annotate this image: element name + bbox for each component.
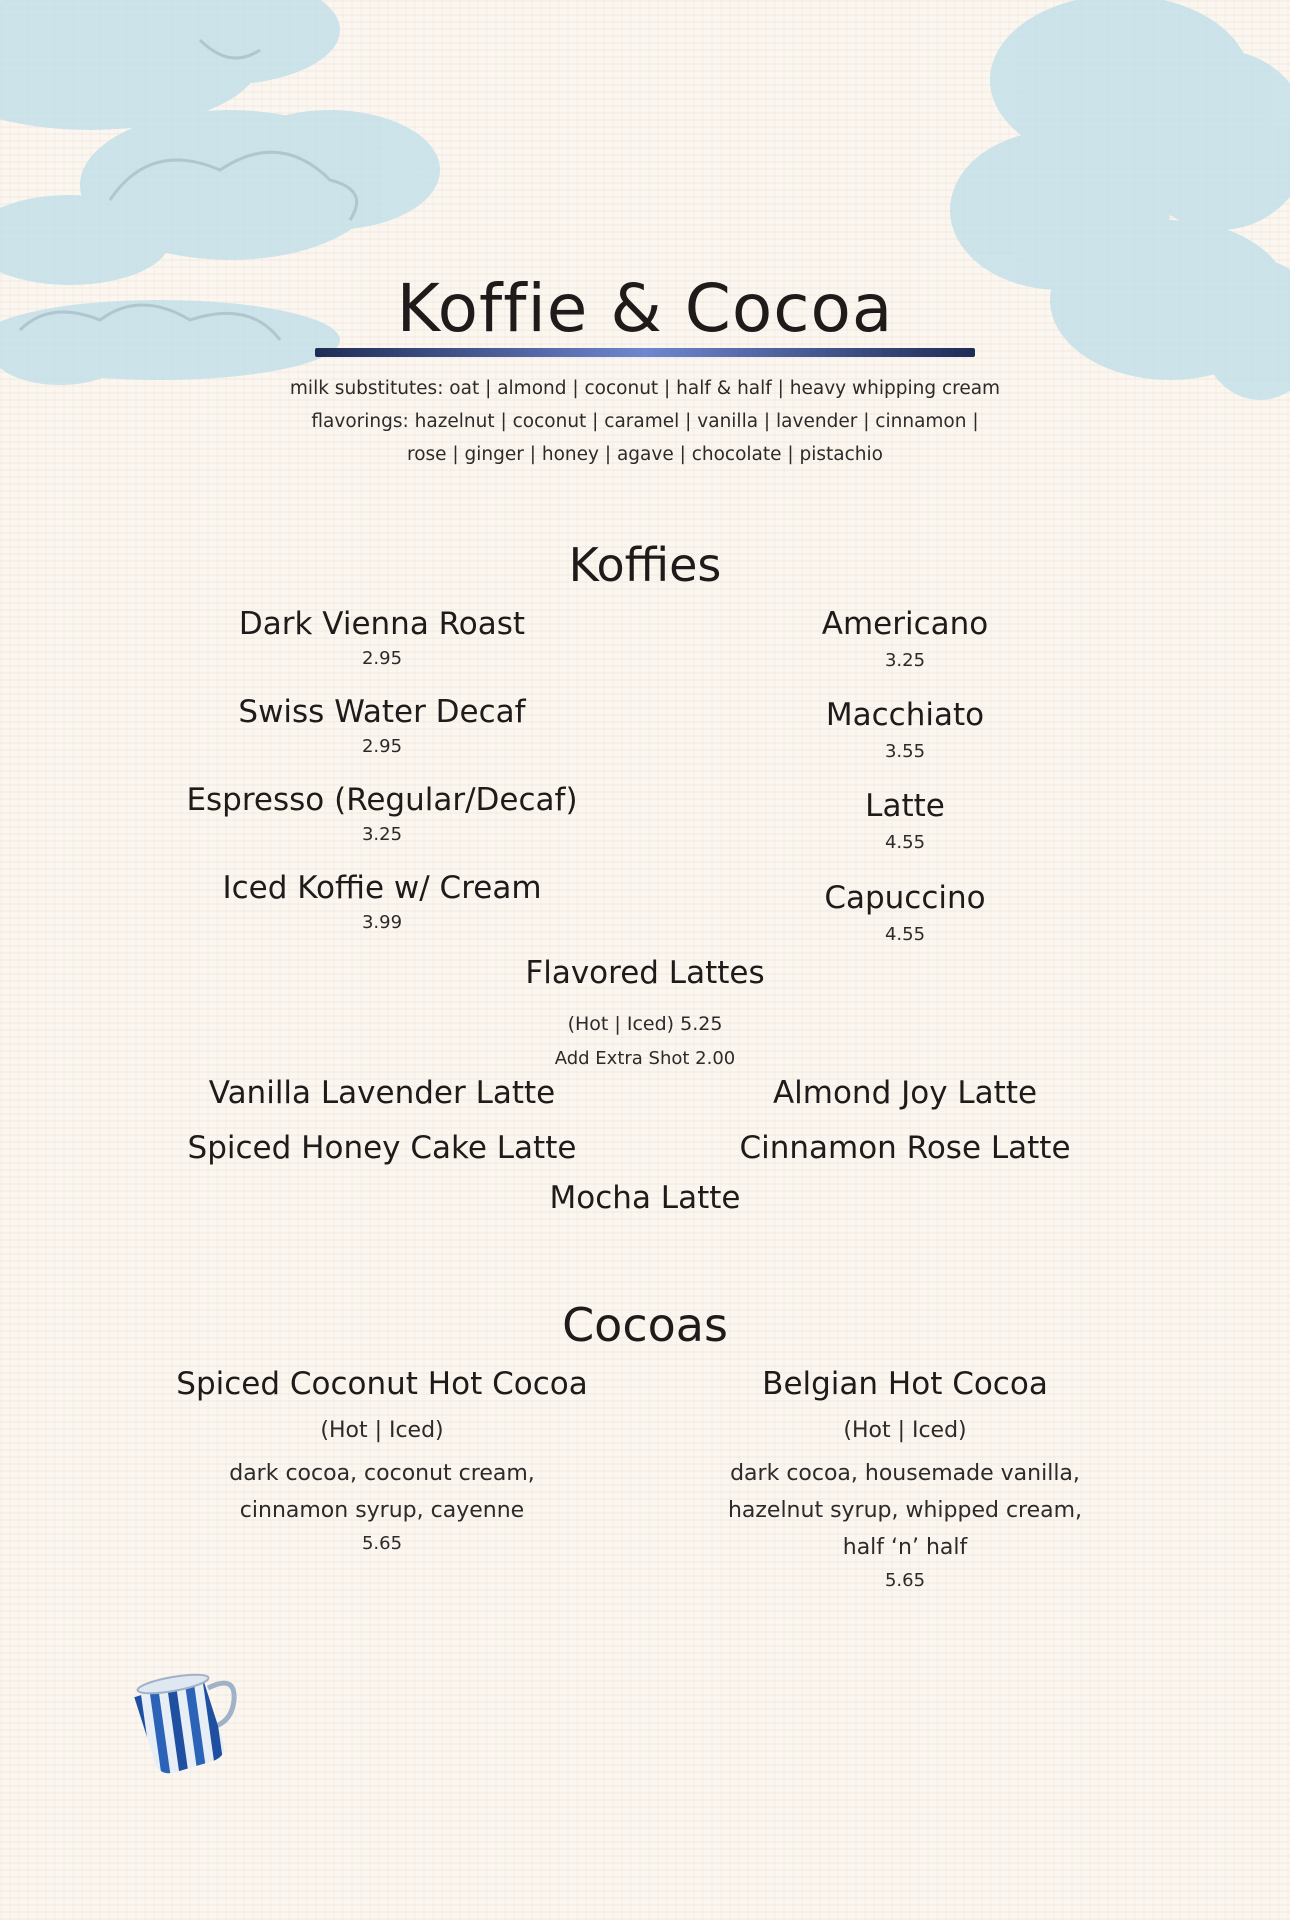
flavorings-line-1: flavorings: hazelnut | coconut | caramel | vanilla | lavender | cinnamon | [311,411,979,432]
watercolor-clouds [0,0,1290,420]
koffies-heading: Koffies [568,538,722,592]
extra-shot-note: Add Extra Shot 2.00 [554,1048,736,1069]
koffie-item [132,870,632,933]
item-name: Dark Vienna Roast [238,606,526,642]
flavorings-line-2: rose | ginger | honey | agave | chocolate | pistachio [407,444,883,465]
item-price: 5.65 [884,1570,926,1591]
item-name: Swiss Water Decaf [238,694,526,730]
item-name: Capuccino [824,880,986,916]
item-name: Espresso (Regular/Decaf) [186,782,578,818]
item-price: 2.95 [361,736,403,757]
item-description: dark cocoa, housemade vanilla, [730,1461,1080,1486]
latte-flavor-item: Spiced Honey Cake Latte [187,1130,577,1166]
title-underline [315,348,975,357]
item-price: 4.55 [884,924,926,945]
page-title: Koffie & Cocoa [396,270,894,347]
item-description: hazelnut syrup, whipped cream, [727,1498,1083,1523]
koffie-item [705,606,1105,671]
item-price: 4.55 [884,832,926,853]
cocoa-item [705,1366,1105,1591]
item-description: dark cocoa, coconut cream, [229,1461,535,1486]
item-name: Iced Koffie w/ Cream [222,870,542,906]
item-description: cinnamon syrup, cayenne [239,1498,525,1523]
mug-icon [128,1660,248,1780]
koffie-item [132,606,632,669]
item-description: half ‘n’ half [842,1535,968,1560]
item-name: Americano [821,606,989,642]
milk-substitutes-line: milk substitutes: oat | almond | coconut | half & half | heavy whipping cream [289,378,1001,399]
latte-flavor-item: Vanilla Lavender Latte [208,1075,556,1111]
item-name: Latte [865,788,945,824]
cocoa-item [132,1366,632,1554]
flavored-lattes-heading: Flavored Lattes [525,955,765,991]
item-name: Macchiato [825,697,985,733]
koffie-item [705,880,1105,945]
koffie-item [705,788,1105,853]
koffie-item [705,697,1105,762]
item-options: (Hot | Iced) [843,1418,967,1443]
item-price: 2.95 [361,648,403,669]
item-price: 5.65 [361,1533,403,1554]
latte-flavor-item: Mocha Latte [549,1180,741,1216]
item-price: 3.25 [361,824,403,845]
latte-flavor-item: Almond Joy Latte [772,1075,1038,1111]
item-price: 3.55 [884,741,926,762]
item-price: 3.25 [884,650,926,671]
koffie-item [132,694,632,757]
koffie-item [132,782,632,845]
item-options: (Hot | Iced) [320,1418,444,1443]
flavored-lattes-options: (Hot | Iced) 5.25 [567,1013,723,1035]
item-name: Belgian Hot Cocoa [762,1366,1048,1402]
item-price: 3.99 [361,912,403,933]
latte-flavor-item: Cinnamon Rose Latte [739,1130,1071,1166]
cocoas-heading: Cocoas [562,1298,728,1352]
item-name: Spiced Coconut Hot Cocoa [176,1366,588,1402]
